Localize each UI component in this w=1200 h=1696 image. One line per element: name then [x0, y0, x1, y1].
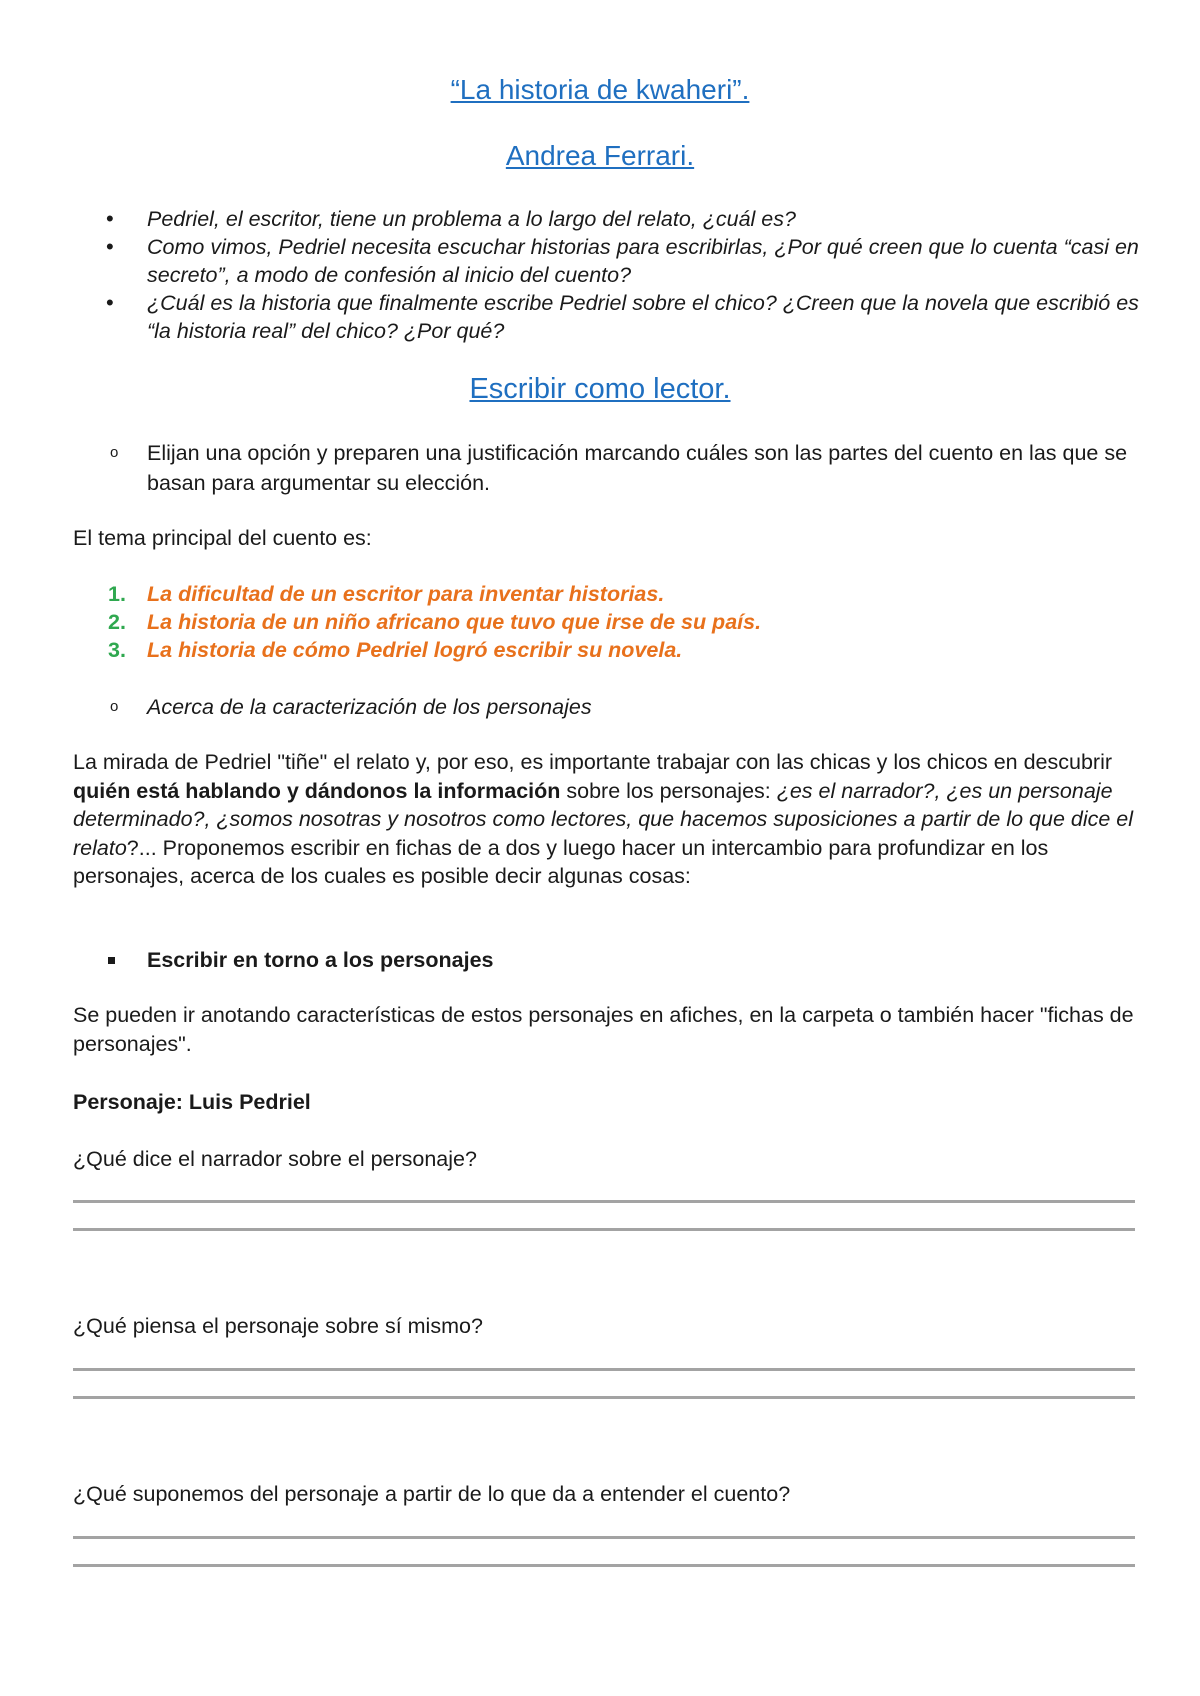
caracterizacion-text: Acerca de la caracterización de los personajes: [147, 695, 592, 719]
option-item: [100, 636, 1140, 664]
instruction-text: Elijan una opción y preparen una justificación marcando cuáles son las partes del cuento en las que se basan para argumentar su elección.: [147, 441, 1128, 495]
instruction-item: [100, 438, 1140, 498]
escribir-torno-text: Escribir en torno a los personajes: [147, 948, 494, 972]
option-text: La historia de un niño africano que tuvo que irse de su país.: [147, 610, 762, 634]
answer-line[interactable]: [73, 1200, 1135, 1203]
worksheet-question: ¿Qué suponemos del personaje a partir de lo que da a entender el cuento?: [73, 1482, 791, 1506]
story-title: “La historia de kwaheri”.: [450, 74, 750, 105]
option-text: La dificultad de un escritor para inventar historias.: [147, 582, 665, 606]
answer-line[interactable]: [73, 1228, 1135, 1231]
author-name: Andrea Ferrari.: [505, 140, 695, 171]
mirada-italic: ¿es el narrador?, ¿es un personaje determinado?, ¿somos nosotras y nosotros como lectores, que hacemos suposiciones a partir de lo que dice el relato: [73, 778, 1134, 860]
mirada-text: La mirada de Pedriel "tiñe" el relato y, por eso, es importante trabajar con las chicas y los chicos en descubrir: [73, 750, 1113, 774]
option-number: 2.: [108, 610, 126, 634]
option-number: 1.: [108, 582, 126, 606]
question-list: [100, 205, 1140, 345]
option-item: [100, 580, 1140, 608]
question-item: • Como vimos, Pedriel necesita escuchar historias para escribirlas, ¿Por qué creen que lo cuenta “casi en secreto”, a modo de confesión al inicio del cuento?: [100, 233, 1140, 289]
answer-line[interactable]: [73, 1368, 1135, 1371]
answer-line[interactable]: [73, 1396, 1135, 1399]
question-item: • Pedriel, el escritor, tiene un problema a lo largo del relato, ¿cuál es?: [100, 205, 1140, 233]
option-text: La historia de cómo Pedriel logró escribir su novela.: [147, 638, 683, 662]
answer-line[interactable]: [73, 1536, 1135, 1539]
mirada-bold: quién está hablando y dándonos la información: [73, 778, 561, 803]
worksheet-question: ¿Qué piensa el personaje sobre sí mismo?: [73, 1314, 483, 1338]
mirada-paragraph: [73, 748, 1143, 891]
afiches-paragraph: Se pueden ir anotando características de estos personajes en afiches, en la carpeta o también hacer "fichas de personajes".: [73, 1003, 1134, 1056]
tema-intro: El tema principal del cuento es:: [73, 526, 372, 550]
escribir-torno-item: [100, 945, 1140, 975]
section-title: Escribir como lector.: [469, 373, 731, 405]
answer-line[interactable]: [73, 1564, 1135, 1567]
caracterizacion-item: [100, 692, 1140, 722]
circle-bullet-icon: o: [110, 698, 119, 715]
worksheet-question: ¿Qué dice el narrador sobre el personaje?: [73, 1147, 477, 1171]
option-number: 3.: [108, 638, 126, 662]
circle-bullet-icon: o: [110, 444, 119, 461]
square-bullet-icon: [108, 957, 115, 964]
mirada-text: ?... Proponemos escribir en fichas de a dos y luego hacer un intercambio para profundizar en los personajes, acerca de los cuales es posible decir algunas cosas:: [73, 835, 1049, 888]
options-list: [100, 580, 1140, 664]
option-item: [100, 608, 1140, 636]
personaje-label: Personaje: Luis Pedriel: [73, 1090, 311, 1114]
mirada-text: sobre los personajes:: [560, 778, 777, 803]
question-item: • ¿Cuál es la historia que finalmente escribe Pedriel sobre el chico? ¿Creen que la novela que escribió es “la historia real” del chico? ¿Por qué?: [100, 289, 1140, 345]
